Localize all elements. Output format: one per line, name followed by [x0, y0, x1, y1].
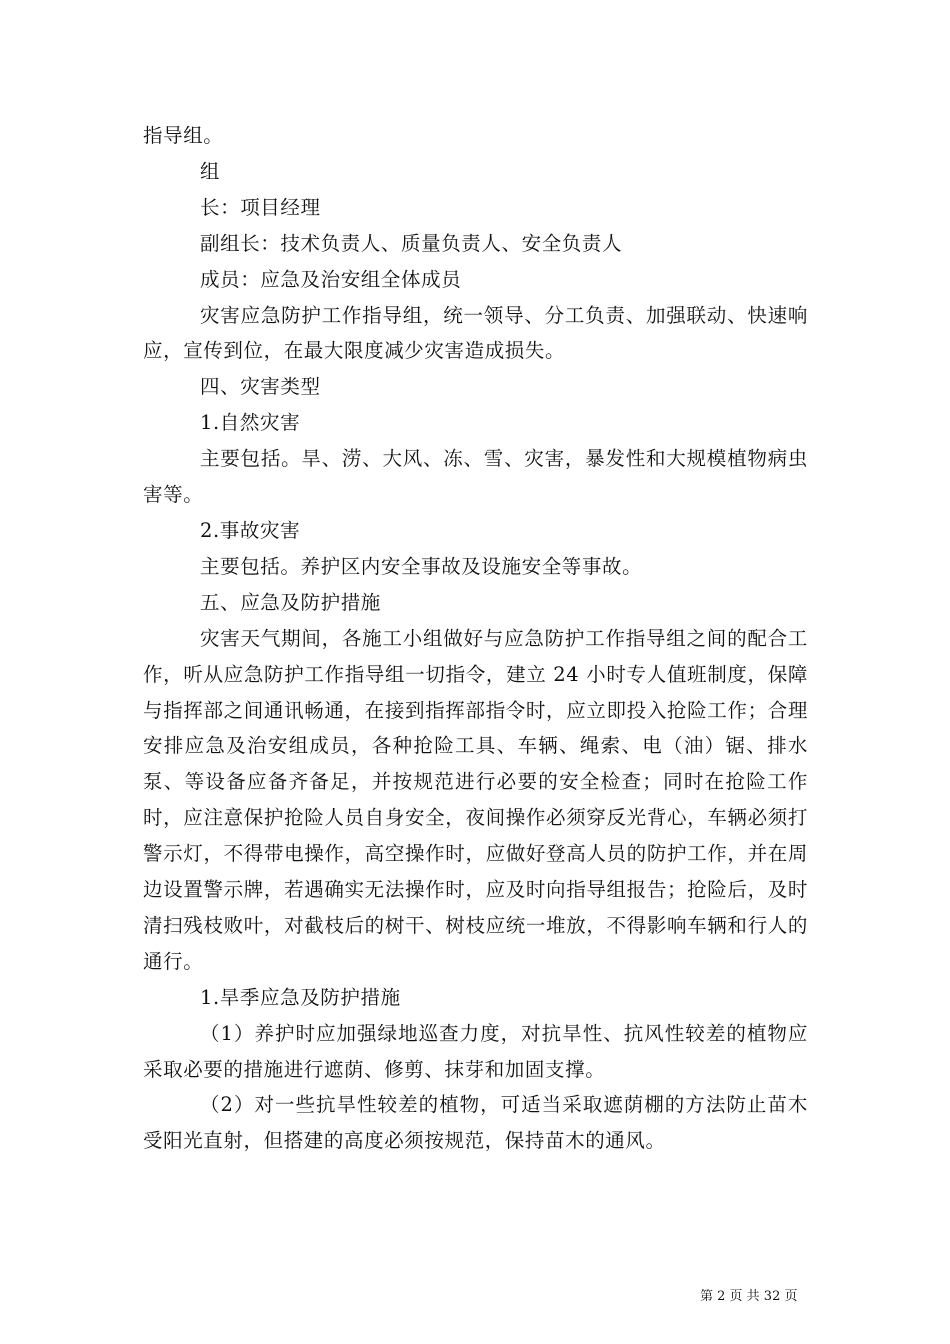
paragraph-group-label: 组 [200, 159, 221, 183]
paragraph-group-duty: 灾害应急防护工作指导组，统一领导、分工负责、加强联动、快速响应，宣传到位，在最大限度减少灾害造成损失。 [143, 303, 808, 363]
paragraph-members: 成员：应急及治安组全体成员 [200, 267, 462, 291]
document-body [143, 118, 808, 1159]
heading-natural-disaster: 1.自然灾害 [200, 411, 301, 435]
paragraph-accident-disaster: 主要包括。养护区内安全事故及设施安全等事故。 [200, 554, 643, 578]
heading-drought-measures: 1.旱季应急及防护措施 [200, 985, 401, 1009]
paragraph-drought-item-2: （2）对一些抗旱性较差的植物，可适当采取遮荫棚的方法防止苗木受阳光直射，但搭建的高度必须按规范，保持苗木的通风。 [143, 1093, 808, 1153]
page-number-footer: 第 2 页 共 32 页 [700, 1289, 798, 1304]
heading-accident-disaster: 2.事故灾害 [200, 518, 301, 542]
paragraph-drought-item-1: （1）养护时应加强绿地巡查力度，对抗旱性、抗风性较差的植物应采取必要的措施进行遮荫、修剪、抹芽和加固支撑。 [143, 1021, 808, 1081]
paragraph-natural-disaster: 主要包括。旱、涝、大风、冻、雪、灾害，暴发性和大规模植物病虫害等。 [143, 447, 808, 507]
paragraph-emergency-measures: 灾害天气期间，各施工小组做好与应急防护工作指导组之间的配合工作，听从应急防护工作指导组一切指令，建立 24 小时专人值班制度，保障与指挥部之间通讯畅通，在接到指挥部指令时，应立即投入抢险工作；合理安排应急及治安组成员，各种抢险工具、车辆、绳索、电（油）锯、排水泵、等设备应备齐备足，并按规范进行必要的安全检查；同时在抢险工作时，应注意保护抢险人员自身安全，夜间操作必须穿反光背心，车辆必须打警示灯，不得带电操作，高空操作时，应做好登高人员的防护工作，并在周边设置警示牌，若遇确实无法操作时，应及时向指导组报告；抢险后，及时清扫残枝败叶，对截枝后的树干、树枝应统一堆放，不得影响车辆和行人的通行。 [143, 626, 808, 973]
heading-emergency-measures: 五、应急及防护措施 [200, 590, 381, 614]
paragraph-deputy-leader: 副组长：技术负责人、质量负责人、安全负责人 [200, 231, 623, 255]
heading-disaster-types: 四、灾害类型 [200, 375, 321, 399]
paragraph-group-leader: 长：项目经理 [200, 195, 321, 219]
paragraph-intro-end: 指导组。 [143, 124, 224, 147]
